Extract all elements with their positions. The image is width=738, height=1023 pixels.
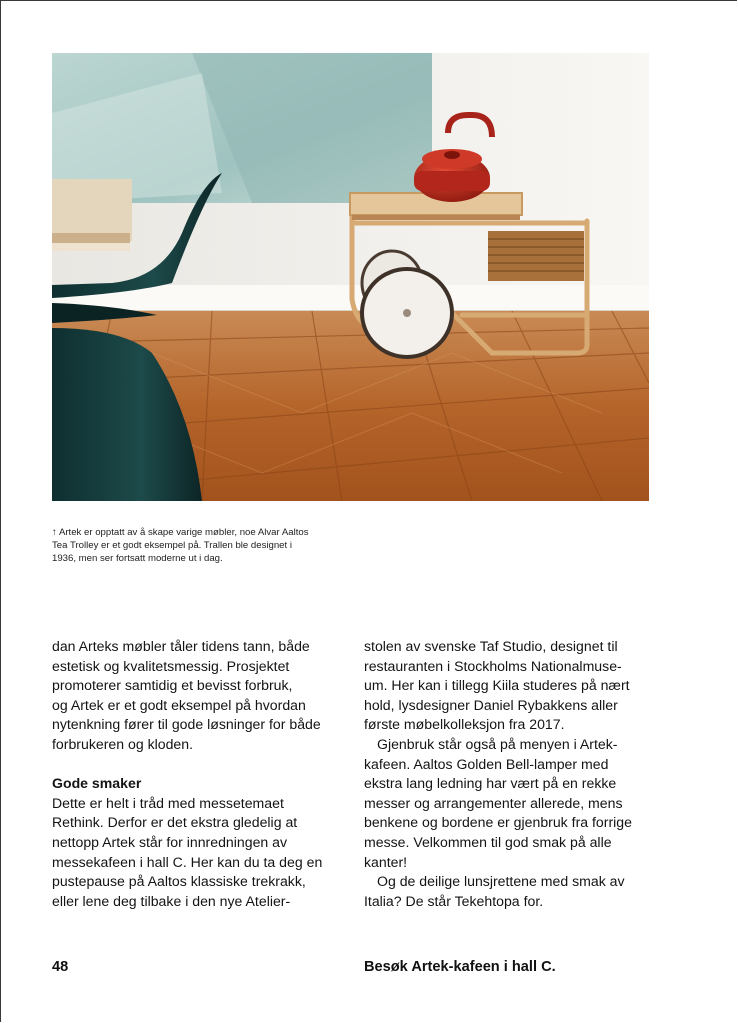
up-arrow-icon: ↑ bbox=[52, 527, 57, 538]
body-line: dan Arteks møbler tåler tidens tann, både bbox=[52, 638, 310, 654]
section-subheading: Gode smaker bbox=[52, 775, 142, 792]
trolley-photo-illustration bbox=[52, 53, 649, 501]
right-text-column bbox=[364, 637, 664, 911]
body-line: Og de deilige lunsjrettene med smak av bbox=[377, 873, 625, 890]
caption-line: 1936, men ser fortsatt moderne ut i dag. bbox=[52, 553, 223, 565]
feature-photo bbox=[52, 53, 649, 501]
body-line: messer og arrangementer allerede, mens bbox=[364, 794, 623, 811]
running-title: Besøk Artek-kafeen i hall C. bbox=[364, 959, 556, 975]
body-line: messekafeen i hall C. Her kan du ta deg en bbox=[52, 853, 323, 870]
body-line: promoterer samtidig et bevisst forbruk, bbox=[52, 677, 293, 694]
body-line: eller lene deg tilbake i den nye Atelier- bbox=[52, 892, 291, 909]
body-line: messe. Velkommen til god smak på alle bbox=[364, 833, 612, 850]
body-line: Italia? De står Tekehtopa for. bbox=[364, 892, 544, 909]
caption-line: Tea Trolley er et godt eksempel på. Trallen ble designet i bbox=[52, 540, 292, 552]
body-line: første møbelkolleksjon fra 2017. bbox=[364, 716, 565, 733]
body-line: stolen av svenske Taf Studio, designet til bbox=[364, 638, 618, 654]
body-line: hold, lysdesigner Daniel Rybakkens aller bbox=[364, 696, 618, 713]
body-line: Rethink. Derfor er det ekstra gledelig at bbox=[52, 814, 298, 831]
body-line: pustepause på Aaltos klassiske trekrakk, bbox=[52, 873, 306, 890]
photo-caption bbox=[52, 526, 352, 566]
body-line: estetisk og kvalitetsmessig. Prosjektet bbox=[52, 657, 290, 674]
body-line: benkene og bordene er gjenbruk fra forrige bbox=[364, 814, 632, 831]
body-line: kanter! bbox=[364, 853, 408, 870]
body-line: restauranten i Stockholms Nationalmuse- bbox=[364, 657, 622, 674]
left-text-column bbox=[52, 637, 342, 911]
body-line: nettopp Artek står for innredningen av bbox=[52, 833, 288, 850]
body-line: og Artek er et godt eksempel på hvordan bbox=[52, 696, 306, 713]
body-line: Gjenbruk står også på menyen i Artek- bbox=[377, 735, 618, 752]
body-line: kafeen. Aaltos Golden Bell-lamper med bbox=[364, 755, 609, 772]
caption-line: ↑ Artek er opptatt av å skape varige møbler, noe Alvar Aaltos bbox=[52, 527, 309, 538]
page-number: 48 bbox=[52, 959, 69, 975]
body-line: forbrukeren og kloden. bbox=[52, 735, 194, 752]
body-line: um. Her kan i tillegg Kiila studeres på nært bbox=[364, 677, 630, 694]
body-line: nytenkning fører til gode løsninger for både bbox=[52, 716, 321, 733]
body-line: Dette er helt i tråd med messetemaet bbox=[52, 794, 284, 811]
body-line: ekstra lang ledning har vært på en rekke bbox=[364, 775, 617, 792]
